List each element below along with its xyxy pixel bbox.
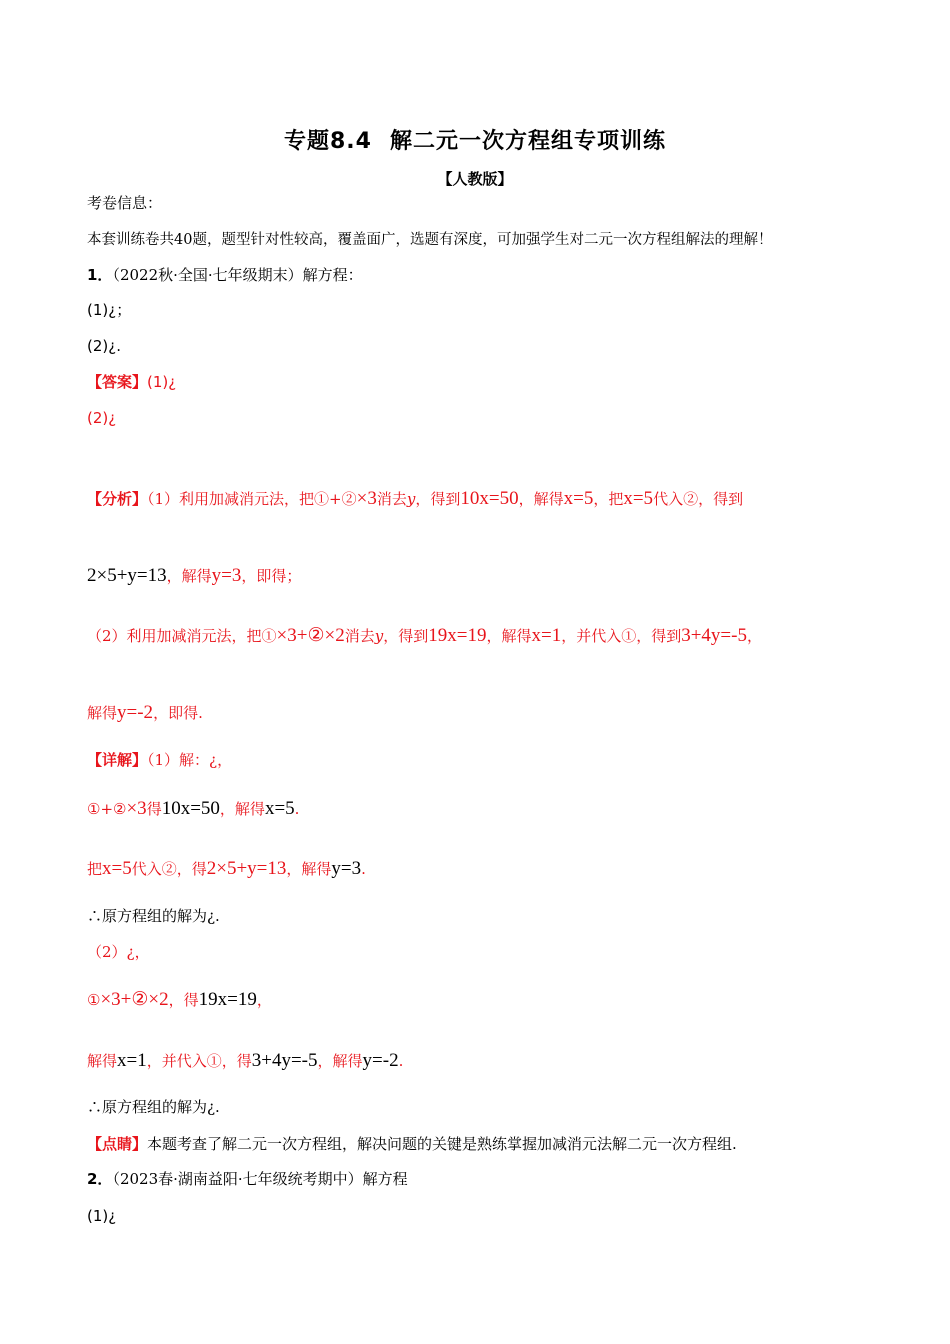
detail-text: 得 <box>146 800 162 818</box>
math-expr: y=3 <box>331 858 362 879</box>
question-number: 1． <box>87 266 113 284</box>
question-source: （2022秋·全国·七年级期末）解方程： <box>112 266 363 284</box>
analysis-line-4 <box>87 703 203 723</box>
analysis-line-1 <box>87 489 743 509</box>
intro-description: 本套训练卷共40题，题型针对性较高，覆盖面广，选题有深度，可加强学生对二元一次方程组解法的理解！ <box>87 232 773 248</box>
detail-text: . <box>398 1052 404 1070</box>
math-expr: x=5 <box>623 488 654 509</box>
analysis-text: 代入②，得到 <box>653 490 744 508</box>
analysis-text: 解得 <box>87 704 118 722</box>
title-topic-name: 解二元一次方程组专项训练 <box>389 129 666 154</box>
analysis-text: ，得到 <box>415 490 461 508</box>
analysis-text: 消去 <box>376 490 407 508</box>
analysis-text: ， <box>746 627 762 645</box>
title-topic-number: 专题8.4 <box>284 129 372 154</box>
detail-text: . <box>294 800 300 818</box>
detail-line-4 <box>87 906 220 926</box>
math-expr: 10x=50 <box>460 488 519 509</box>
math-expr: 2×5+y=13 <box>206 858 287 879</box>
analysis-text: ，解得 <box>486 627 532 645</box>
detail-line-5: （2）¿， <box>87 943 150 961</box>
math-expr: y=-2 <box>362 1050 399 1071</box>
detail-text: 解得 <box>87 1052 118 1070</box>
question-1-part-1: (1)¿； <box>87 301 132 319</box>
analysis-text: 消去 <box>344 627 375 645</box>
question-1-stem <box>87 265 363 285</box>
detail-text: ，解得 <box>286 860 332 878</box>
detail-line-2 <box>87 799 299 819</box>
math-expr: x=5 <box>264 798 295 819</box>
question-1-part-2: (2)¿. <box>87 337 121 355</box>
detail-text: ，解得 <box>317 1052 363 1070</box>
question-2-stem <box>87 1169 408 1189</box>
detail-text: ， <box>256 991 272 1009</box>
math-expr: y=-2 <box>117 702 154 723</box>
analysis-line-2 <box>87 566 301 586</box>
math-expr: 19x=19 <box>198 989 257 1010</box>
detail-text: ，并代入①，得 <box>146 1052 252 1070</box>
math-expr: ×3 <box>126 798 147 819</box>
detail-text: 代入②，得 <box>131 860 207 878</box>
detail-line-3 <box>87 859 366 879</box>
page-title <box>0 124 950 155</box>
analysis-text: （2）利用加减消元法，把① <box>87 627 277 645</box>
question-number: 2． <box>87 1170 113 1188</box>
detail-text: . <box>361 860 366 878</box>
detail-text: （1）解：¿， <box>147 751 233 769</box>
analysis-label: 【分析】 <box>87 490 148 508</box>
page-subtitle: 【人教版】 <box>437 170 513 188</box>
detail-line-8 <box>87 1097 220 1117</box>
detail-text: ∴原方程组的解为¿. <box>87 1098 220 1116</box>
math-expr: x=5 <box>102 858 132 879</box>
answer-label: 【答案】 <box>87 373 148 391</box>
detail-text: ，解得 <box>219 800 265 818</box>
comment-line <box>87 1134 737 1154</box>
question-2-part-1: (1)¿ <box>87 1207 117 1225</box>
detail-label: 【详解】 <box>87 751 148 769</box>
answer-line-2: (2)¿ <box>87 409 117 427</box>
variable-y: y <box>374 627 384 645</box>
math-expr: 19x=19 <box>428 625 487 646</box>
detail-text: ∴原方程组的解为¿. <box>87 907 220 925</box>
answer-line-1 <box>87 372 176 392</box>
answer-part-1: (1)¿ <box>147 373 177 391</box>
intro-label: 考卷信息： <box>87 194 163 212</box>
math-expr: ×3+②×2 <box>100 989 169 1010</box>
analysis-text: ，解得 <box>166 567 212 585</box>
detail-text: ①+② <box>87 800 127 818</box>
analysis-text: ，并代入①，得到 <box>561 627 682 645</box>
comment-text: 本题考查了解二元一次方程组，解决问题的关键是熟练掌握加减消元法解二元一次方程组. <box>147 1135 737 1153</box>
math-expr: ×3 <box>356 488 377 509</box>
comment-label: 【点睛】 <box>87 1135 148 1153</box>
math-expr: ×3+②×2 <box>276 625 345 646</box>
analysis-text: ，即得； <box>241 567 302 585</box>
detail-text: 把 <box>87 860 103 878</box>
analysis-text: ，解得 <box>518 490 564 508</box>
math-expr: x=1 <box>531 625 562 646</box>
analysis-text: ，把 <box>593 490 624 508</box>
math-expr: 2×5+y=13 <box>87 565 167 586</box>
math-expr: x=1 <box>117 1050 147 1071</box>
math-expr: 3+4y=-5 <box>681 625 747 646</box>
detail-line-6 <box>87 990 272 1010</box>
question-source: （2023春·湖南益阳·七年级统考期中）解方程 <box>112 1170 408 1188</box>
detail-line-7 <box>87 1051 403 1071</box>
math-expr: x=5 <box>563 488 594 509</box>
detail-text: ，得 <box>168 991 199 1009</box>
math-expr: y=3 <box>211 565 242 586</box>
detail-line-1 <box>87 750 232 770</box>
variable-y: y <box>406 490 416 508</box>
analysis-text: ，即得. <box>153 704 203 722</box>
analysis-text: ，得到 <box>383 627 429 645</box>
math-expr: 10x=50 <box>161 798 220 819</box>
analysis-text: （1）利用加减消元法，把①+② <box>147 490 357 508</box>
analysis-line-3 <box>87 626 762 646</box>
detail-text: ① <box>87 991 101 1009</box>
math-expr: 3+4y=-5 <box>251 1050 318 1071</box>
